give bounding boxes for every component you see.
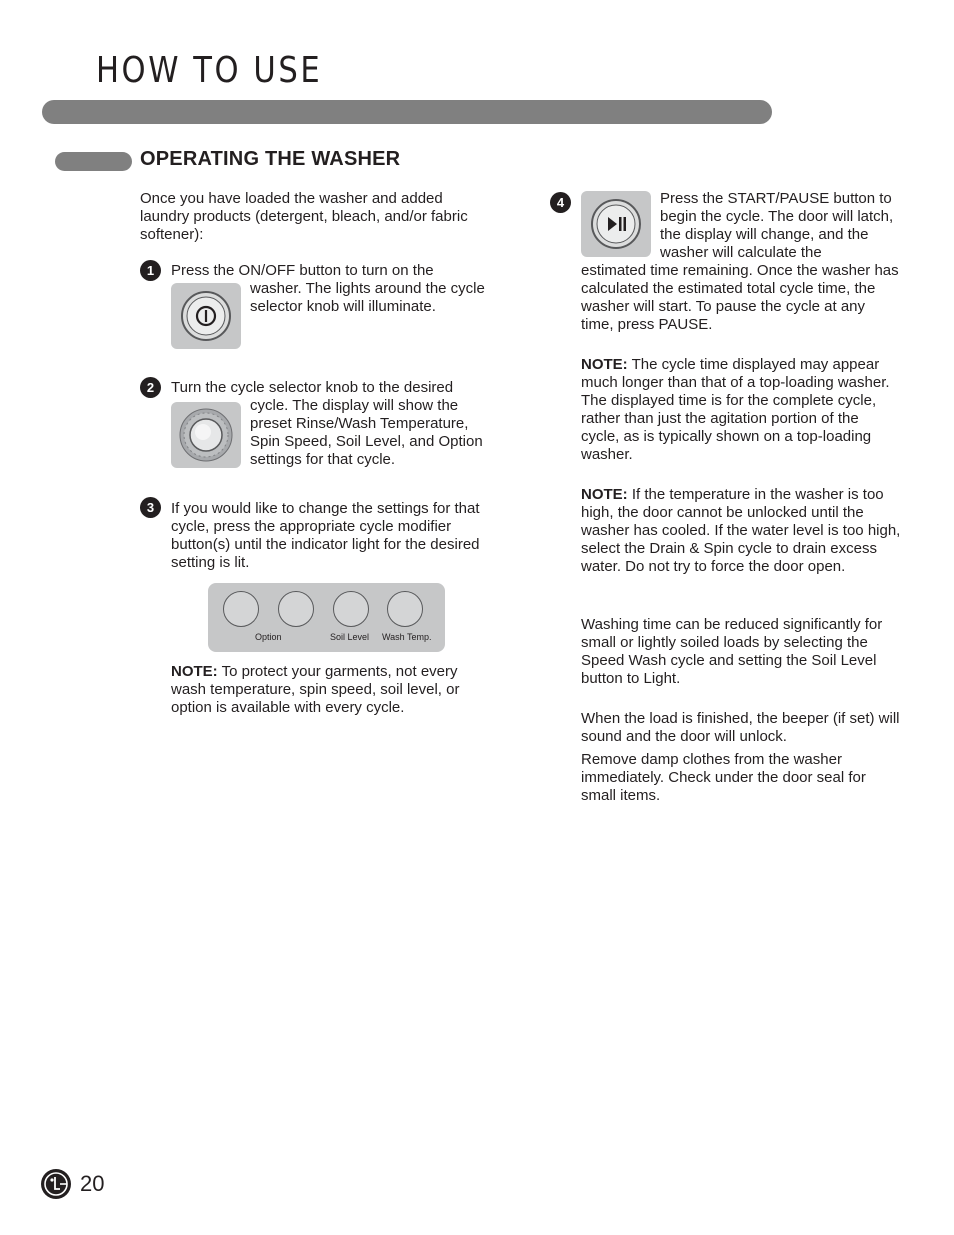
play-pause-icon (588, 196, 644, 252)
modifier-button-4 (387, 591, 423, 627)
lg-logo-icon (40, 1168, 72, 1200)
note-label: NOTE: (171, 663, 218, 680)
step-4-line1: Press the START/PAUSE button to begin the cycle. The door will latch, the display will change, and the washer will calculate the (660, 190, 894, 261)
remove-clothes-paragraph: Remove damp clothes from the washer immediately. Check under the door seal for small items. (581, 751, 866, 804)
step-4-line2: estimated time remaining. Once the washer has calculated the estimated total cycle time, the washer will start. To pause the cycle at any time, press PAUSE. (581, 262, 899, 333)
step-3-text: If you would like to change the settings for that cycle, press the appropriate cycle modifier button(s) until the indicator light for the desired setting is lit. (171, 500, 480, 571)
step-2-line2: cycle. The display will show the preset Rinse/Wash Temperature, Spin Speed, Soil Level, and Option settings for that cycle. (250, 397, 483, 468)
cycle-knob-image (171, 402, 241, 468)
step-3-number: 3 (140, 497, 161, 518)
knob-icon (176, 405, 236, 465)
intro-text: Once you have loaded the washer and added laundry products (detergent, bleach, and/or fabric softener): (140, 190, 468, 243)
step-2-line1: Turn the cycle selector knob to the desired (171, 379, 454, 396)
load-finished-paragraph: When the load is finished, the beeper (if set) will sound and the door will unlock. (581, 710, 900, 745)
modifier-button-2 (278, 591, 314, 627)
power-icon (178, 288, 234, 344)
right-note-1 (581, 356, 901, 464)
speed-wash-paragraph: Washing time can be reduced significantly for small or lightly soiled loads by selecting the Speed Wash cycle and setting the Soil Level button to Light. (581, 616, 883, 687)
section-heading: OPERATING THE WASHER (140, 148, 401, 170)
power-button-image (171, 283, 241, 349)
cycle-modifier-panel (208, 583, 445, 652)
step-1-line1: Press the ON/OFF button to turn on the (171, 262, 434, 279)
option-label: Option (255, 632, 282, 642)
page-title: HOW TO USE (96, 50, 323, 91)
title-bar (42, 100, 772, 124)
modifier-button-1 (223, 591, 259, 627)
soil-level-label: Soil Level (330, 632, 370, 642)
right-note-2 (581, 486, 901, 576)
start-pause-button-image (581, 191, 651, 257)
left-note (171, 663, 491, 717)
modifier-button-3 (333, 591, 369, 627)
step-1-line2: washer. The lights around the cycle selector knob will illuminate. (250, 280, 485, 315)
note-text: To protect your garments, not every wash temperature, spin speed, soil level, or option is available with every cycle. (171, 663, 460, 716)
note-1-text: The cycle time displayed may appear much longer than that of a top-loading washer. The displayed time is for the complete cycle, rather than just the agitation portion of the cycle, as is typically shown on a top-loading washer. (581, 356, 890, 463)
section-pill (55, 152, 132, 171)
step-1-number: 1 (140, 260, 161, 281)
step-2-number: 2 (140, 377, 161, 398)
wash-temp-label: Wash Temp. (382, 632, 432, 642)
note-2-label: NOTE: (581, 486, 628, 503)
note-2-text: If the temperature in the washer is too high, the door cannot be unlocked until the washer has cooled. If the water level is too high, select the Drain & Spin cycle to drain excess water. Do not try to force the door open. (581, 486, 901, 575)
step-4-number: 4 (550, 192, 571, 213)
note-1-label: NOTE: (581, 356, 628, 373)
page-number: 20 (80, 1171, 105, 1196)
